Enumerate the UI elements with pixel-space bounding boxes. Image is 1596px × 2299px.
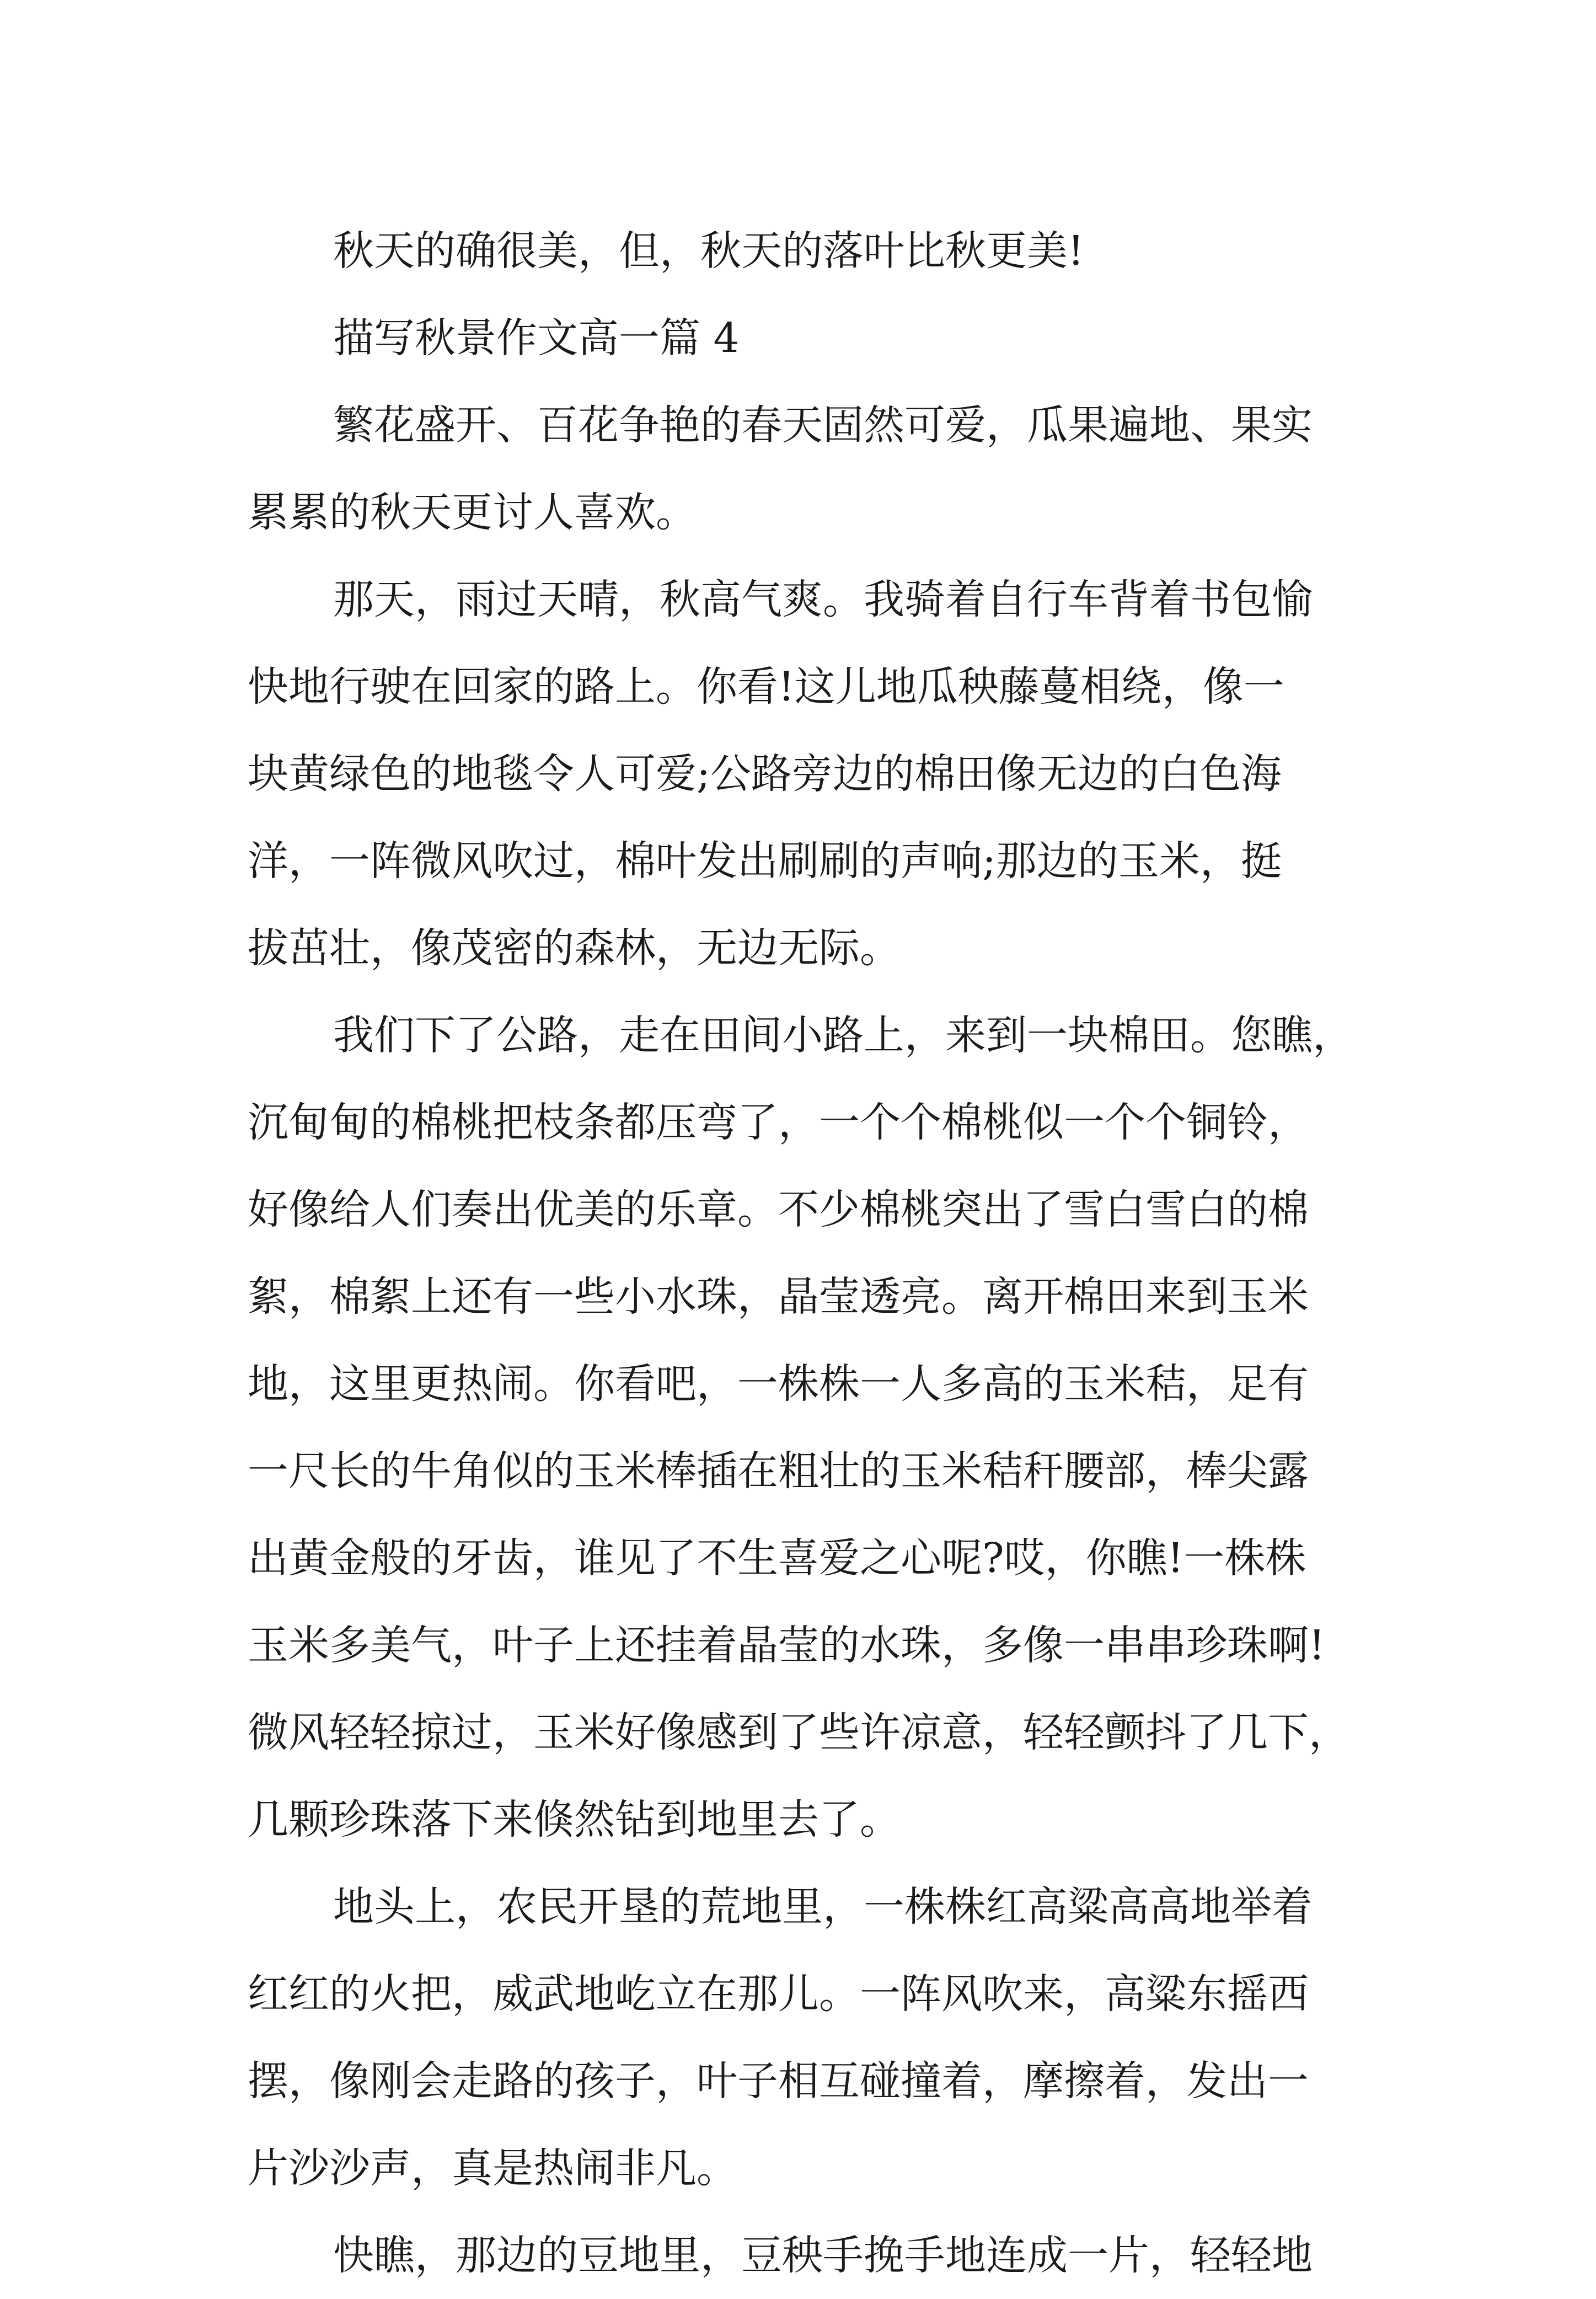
text-line: 片沙沙声，真是热闹非凡。 — [248, 2145, 737, 2192]
text-line: 出黄金般的牙齿，谁见了不生喜爱之心呢?哎，你瞧!一株株 — [248, 1535, 1306, 1582]
essay-text — [248, 207, 1362, 2299]
text-line: 拔茁壮，像茂密的森林，无边无际。 — [248, 924, 901, 972]
text-line: 好像给人们奏出优美的乐章。不少棉桃突出了雪白雪白的棉 — [248, 1186, 1309, 1233]
text-line: 我们下了公路，走在田间小路上，来到一块棉田。您瞧， — [333, 1012, 1353, 1059]
text-line: 繁花盛开、百花争艳的春天固然可爱，瓜果遍地、果实 — [333, 402, 1313, 449]
text-line: 秋天的确很美，但，秋天的落叶比秋更美! — [333, 227, 1084, 275]
text-line: 红红的火把，威武地屹立在那儿。一阵风吹来，高粱东摇西 — [248, 1970, 1309, 2018]
text-line: 地头上，农民开垦的荒地里，一株株红高粱高高地举着 — [333, 1883, 1313, 1931]
text-line: 微风轻轻掠过，玉米好像感到了些许凉意，轻轻颤抖了几下， — [248, 1709, 1349, 1756]
text-line: 一尺长的牛角似的玉米棒插在粗壮的玉米秸秆腰部，棒尖露 — [248, 1447, 1309, 1495]
text-line: 絮，棉絮上还有一些小水珠，晶莹透亮。离开棉田来到玉米 — [248, 1273, 1309, 1320]
text-line: 块黄绿色的地毯令人可爱;公路旁边的棉田像无边的白色海 — [248, 750, 1282, 798]
text-line: 几颗珍珠落下来倏然钻到地里去了。 — [248, 1796, 901, 1843]
section-heading: 描写秋景作文高一篇 4 — [333, 314, 740, 362]
text-line: 累累的秋天更讨人喜欢。 — [248, 489, 697, 536]
text-line: 摆，像刚会走路的孩子，叶子相互碰撞着，摩擦着，发出一 — [248, 2057, 1309, 2105]
text-line: 快瞧，那边的豆地里，豆秧手挽手地连成一片，轻轻地 — [333, 2232, 1313, 2279]
text-line: 洋，一阵微风吹过，棉叶发出刷刷的声响;那边的玉米，挺 — [248, 837, 1282, 885]
text-line: 快地行驶在回家的路上。你看!这儿地瓜秧藤蔓相绕，像一 — [248, 663, 1284, 710]
text-line: 玉米多美气，叶子上还挂着晶莹的水珠，多像一串串珍珠啊! — [248, 1622, 1325, 1669]
text-line: 地，这里更热闹。你看吧，一株株一人多高的玉米秸，足有 — [248, 1360, 1309, 1408]
text-line: 沉甸甸的棉桃把枝条都压弯了，一个个棉桃似一个个铜铃， — [248, 1099, 1309, 1146]
text-line: 那天，雨过天晴，秋高气爽。我骑着自行车背着书包愉 — [333, 576, 1313, 623]
